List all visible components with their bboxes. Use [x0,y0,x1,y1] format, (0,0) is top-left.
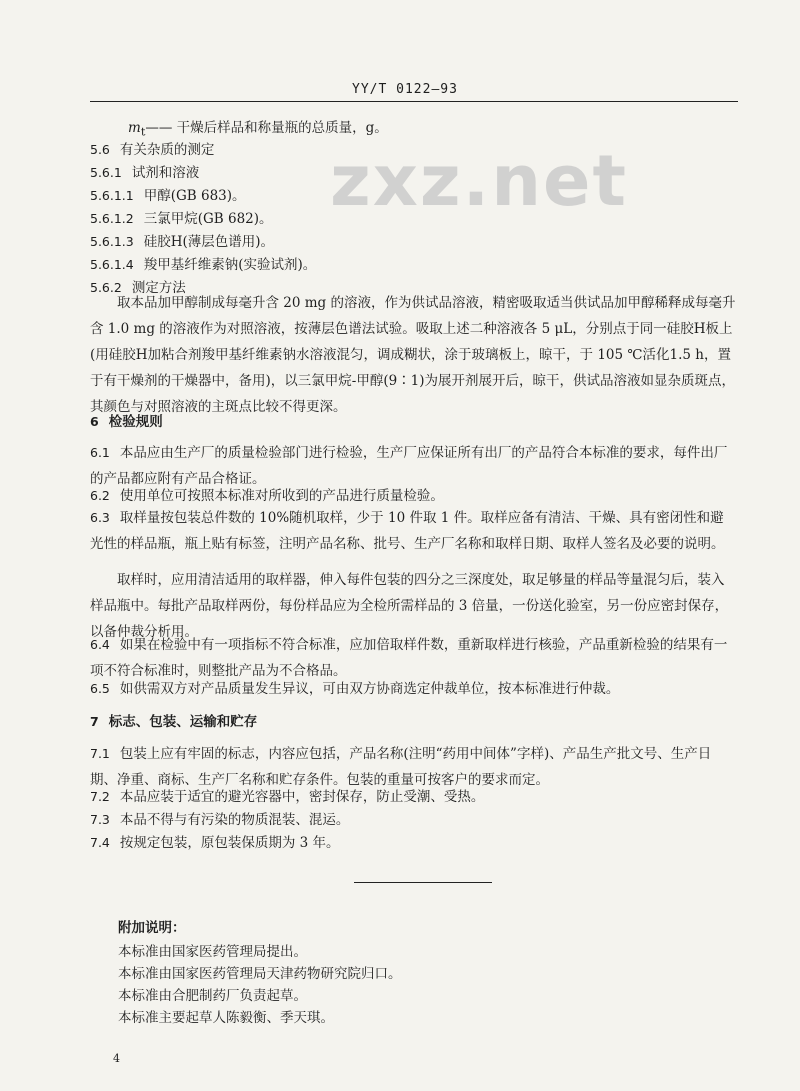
method-paragraph: 取本品加甲醇制成每毫升含 20 mg 的溶液，作为供试品溶液，精密吸取适当供试品加甲醇稀释成每毫升含 1.0 mg 的溶液作为对照溶液，按薄层色谱法试验。吸取上述二种溶液各 5 μL，分别点于同一硅胶H板上(用硅胶H加粘合剂羧甲基纤维素钠水溶液混匀，调成糊状，涂于玻璃板上，晾干，于 105 ℃活化1.5 h，置于有干燥剂的干燥器中，备用)，以三氯甲烷-甲醇(9∶1)为展开剂展开后，晾干，供试品溶液如显杂质斑点，其颜色与对照溶液的主斑点比较不得更深。 [90,295,736,415]
section-7-4: 7.4 按规定包装，原包装保质期为 3 年。 [90,835,340,851]
end-separator [354,882,492,883]
section-6-4: 6.4 如果在检验中有一项指标不符合标准，应加倍取样件数，重新取样进行核验，产品重新检验的结果有一项不符合标准时，则整批产品为不合格品。 [90,637,728,679]
sampling-paragraph: 取样时，应用清洁适用的取样器，伸入每件包装的四分之三深度处，取足够量的样品等量混匀后，装入样品瓶中。每批产品取样两份，每份样品应为全检所需样品的 3 倍量，一份送化验室，另一份应密封保存，以备仲裁分析用。 [90,572,729,640]
standard-code: YY/T 0122—93 [352,82,458,97]
mt-definition [128,118,388,143]
section-7-3: 7.3 本品不得与有污染的物质混装、混运。 [90,812,350,828]
section-5-6-1-2: 5.6.1.2 三氯甲烷(GB 682)。 [90,211,273,227]
mt-symbol: m [128,120,141,136]
notes-title: 附加说明： [118,920,186,936]
section-7-heading: 7 标志、包装、运输和贮存 [90,714,258,730]
mt-text: —— 干燥后样品和称量瓶的总质量，g。 [145,120,388,136]
section-5-6-2: 5.6.2 测定方法 [90,280,186,296]
header-rule [90,101,738,102]
section-5-6-1: 5.6.1 试剂和溶液 [90,165,200,181]
section-6-3: 6.3 取样量按包装总件数的 10%随机取样，少于 10 件取 1 件。取样应备有清洁、干燥、具有密闭性和避光性的样品瓶，瓶上贴有标签，注明产品名称、批号、生产厂名称和取样日期、取样人签名及必要的说明。 [90,510,725,552]
notes-line: 本标准由合肥制药厂负责起草。 [118,988,307,1004]
section-5-6: 5.6 有关杂质的测定 [90,142,215,158]
page-number: 4 [113,1052,120,1065]
section-7-2: 7.2 本品应装于适宜的避光容器中，密封保存，防止受潮、受热。 [90,789,485,805]
section-6-heading: 6 检验规则 [90,414,163,430]
notes-line: 本标准由国家医药管理局天津药物研究院归口。 [118,966,402,982]
notes-line: 本标准主要起草人陈毅衡、季天琪。 [118,1010,334,1026]
watermark: zxz.net [330,140,628,222]
section-6-2: 6.2 使用单位可按照本标准对所收到的产品进行质量检验。 [90,488,444,504]
section-5-6-1-4: 5.6.1.4 羧甲基纤维素钠(实验试剂)。 [90,257,317,273]
section-5-6-1-3: 5.6.1.3 硅胶H(薄层色谱用)。 [90,234,275,250]
section-6-5: 6.5 如供需双方对产品质量发生异议，可由双方协商选定仲裁单位，按本标准进行仲裁。 [90,681,620,697]
section-6-1: 6.1 本品应由生产厂的质量检验部门进行检验，生产厂应保证所有出厂的产品符合本标准的要求，每件出厂的产品都应附有产品合格证。 [90,445,728,487]
section-7-1: 7.1 包装上应有牢固的标志，内容应包括，产品名称(注明“药用中间体”字样)、产品生产批文号、生产日期、净重、商标、生产厂名称和贮存条件。包装的重量可按客户的要求而定。 [90,746,712,788]
notes-line: 本标准由国家医药管理局提出。 [118,944,307,960]
mt-subscript: t [140,125,146,139]
section-5-6-1-1: 5.6.1.1 甲醇(GB 683)。 [90,188,246,204]
